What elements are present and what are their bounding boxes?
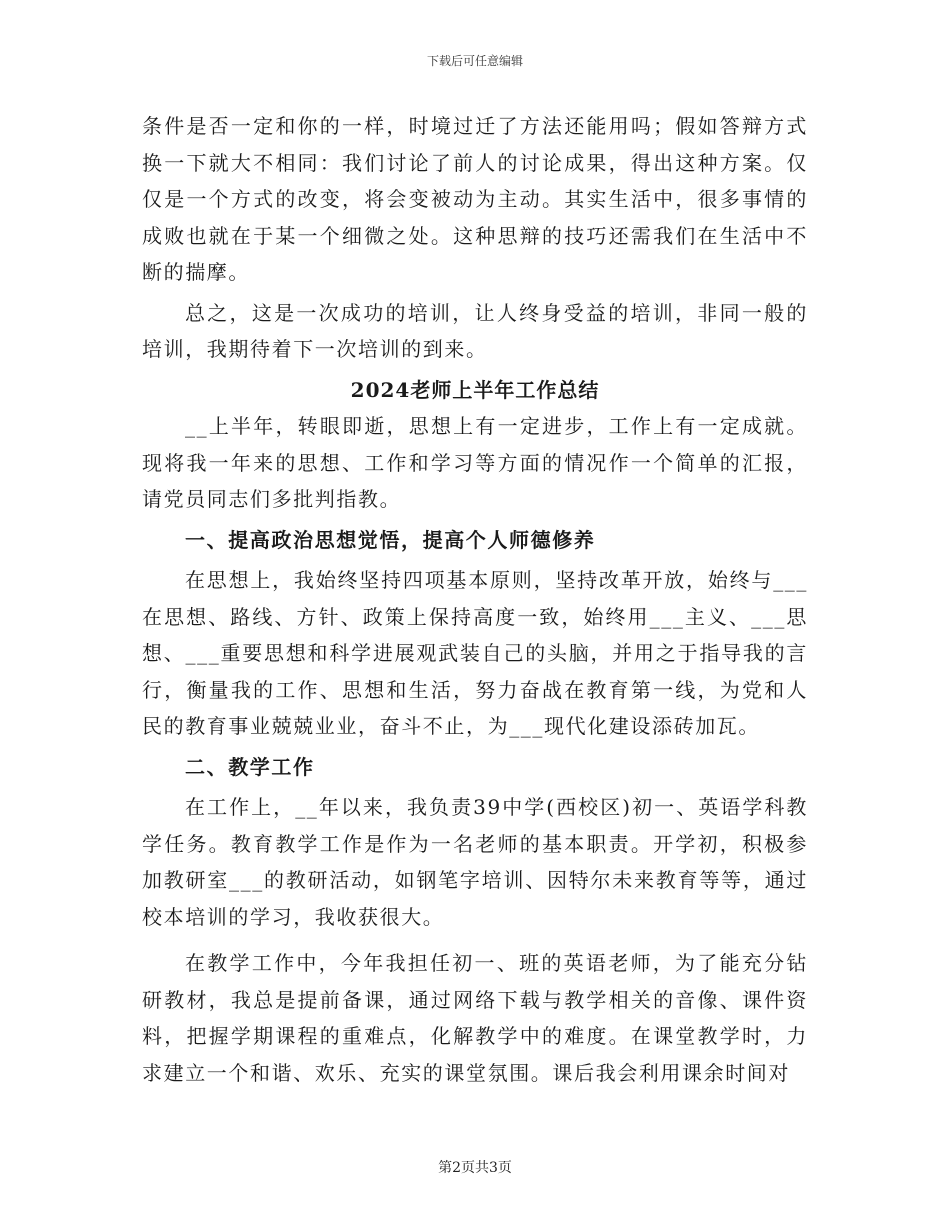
paragraph-conclusion: 总之，这是一次成功的培训，让人终身受益的培训，非同一般的培训，我期待着下一次培训的到来。 <box>142 300 808 361</box>
paragraph-intro: __上半年，转眼即逝，思想上有一定进步，工作上有一定成就。现将我一年来的思想、工作和学习等方面的情况作一个简单的汇报，请党员同志们多批判指教。 <box>142 414 808 511</box>
paragraph-teaching: 在教学工作中，今年我担任初一、班的英语老师，为了能充分钻研教材，我总是提前备课，通过网络下载与教学相关的音像、课件资料，把握学期课程的重难点，化解教学中的难度。在课堂教学时，力求建立一个和谐、欢乐、充实的课堂氛围。课后我会利用课余时间对 <box>142 951 808 1085</box>
section-heading-1: 一、提高政治思想觉悟，提高个人师德修养 <box>185 527 596 552</box>
paragraph-political: 在思想上，我始终坚持四项基本原则，坚持改革开放，始终与___在思想、路线、方针、政策上保持高度一致，始终用___主义、___思想、___重要思想和科学进展观武装自己的头脑，并用之于指导我的言行，衡量我的工作、思想和生活，努力奋战在教育第一线，为党和人民的教育事业兢兢业业，奋斗不止，为___现代化建设添砖加瓦。 <box>142 568 808 738</box>
paragraph-work: 在工作上，__年以来，我负责39中学(西校区)初一、英语学科教学任务。教育教学工作是作为一名老师的基本职责。开学初，积极参加教研室___的教研活动，如钢笔字培训、因特尔未来教育等等，通过校本培训的学习，我收获很大。 <box>142 795 808 929</box>
document-title: 2024老师上半年工作总结 <box>350 377 600 402</box>
section-heading-2: 二、教学工作 <box>185 754 315 779</box>
document-body <box>142 108 808 1091</box>
paragraph-continuation: 条件是否一定和你的一样，时境过迁了方法还能用吗；假如答辩方式换一下就大不相同：我们讨论了前人的讨论成果，得出这种方案。仅仅是一个方式的改变，将会变被动为主动。其实生活中，很多事情的成败也就在于某一个细微之处。这种思辩的技巧还需我们在生活中不断的揣摩。 <box>142 114 808 284</box>
page-number: 第2页共3页 <box>438 1160 512 1176</box>
page-header-note: 下载后可任意编辑 <box>426 54 523 68</box>
